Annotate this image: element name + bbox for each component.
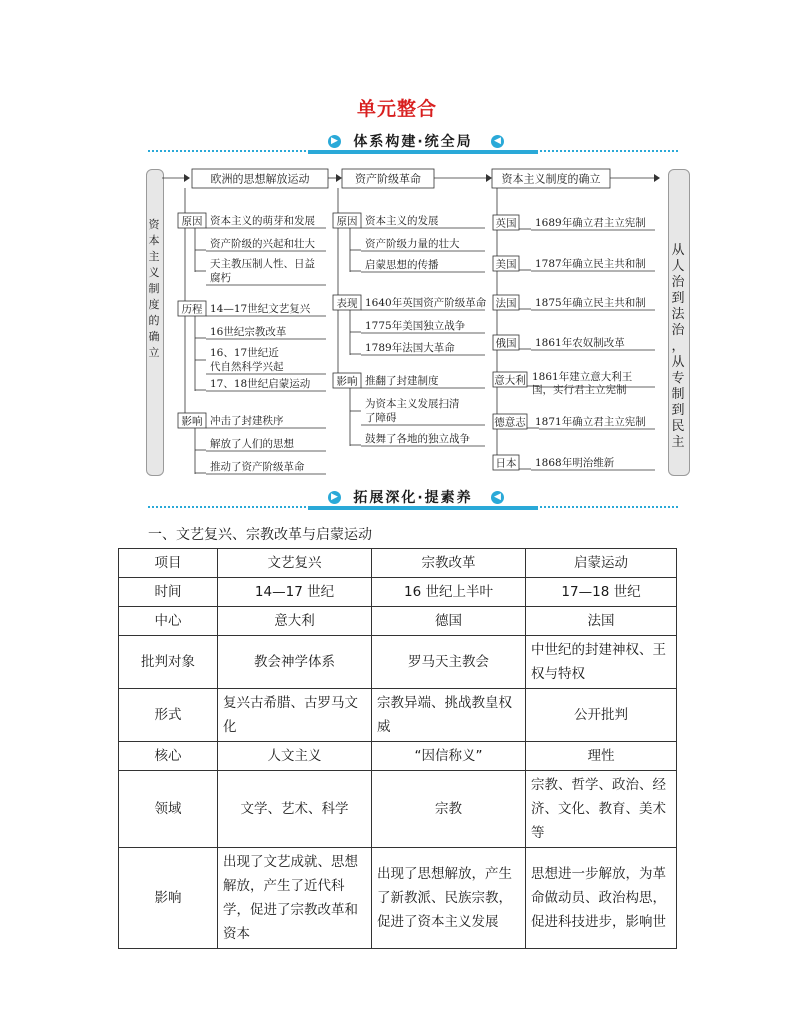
diagram-item: 17、18世纪启蒙运动 [210, 378, 311, 390]
section-heading: 一、文艺复兴、宗教改革与启蒙运动 [148, 527, 372, 543]
arrow-head [336, 174, 342, 182]
diagram-item: 冲击了封建秩序 [210, 415, 284, 427]
comparison-table [118, 548, 677, 949]
table-cell: 理性 [526, 742, 677, 771]
table-header-cell: 宗教改革 [372, 549, 526, 578]
table-row [119, 742, 677, 771]
table-row [119, 636, 677, 689]
table-cell: 出现了文艺成就、思想解放，产生了近代科学，促进了宗教改革和资本 [218, 848, 372, 949]
arrow-right-icon: ▶ [328, 491, 341, 504]
diagram-item: 天主教压制人性、日益 [210, 258, 315, 270]
table-header-cell: 启蒙运动 [526, 549, 677, 578]
diagram-item: 1787年确立民主共和制 [535, 258, 646, 270]
table-cell: 教会神学体系 [218, 636, 372, 689]
table-cell: 公开批判 [526, 689, 677, 742]
table-row [119, 689, 677, 742]
diagram-item: 推翻了封建制度 [365, 375, 439, 387]
category-tag: 影响 [336, 375, 358, 388]
category-tag: 影响 [181, 415, 203, 428]
table-row-label: 中心 [119, 607, 218, 636]
diagram-item: 资本主义的发展 [365, 215, 439, 227]
category-tag: 历程 [181, 303, 203, 316]
column-header: 资产阶级革命 [355, 172, 421, 186]
table-row [119, 771, 677, 848]
table-cell: 中世纪的封建神权、王权与特权 [526, 636, 677, 689]
diagram-item-cont: 国，实行君主立宪制 [532, 384, 627, 396]
banner-label: 体系构建·统全局 [353, 134, 473, 150]
table-cell: 德国 [372, 607, 526, 636]
table-row [119, 578, 677, 607]
arrow-right-icon: ▶ [328, 135, 341, 148]
diagram-item-cont: 了障碍 [365, 412, 397, 424]
diagram-item: 16世纪宗教改革 [210, 326, 287, 338]
table-row-label: 核心 [119, 742, 218, 771]
table-cell: 罗马天主教会 [372, 636, 526, 689]
table-cell: 文学、艺术、科学 [218, 771, 372, 848]
diagram-item: 14—17世纪文艺复兴 [210, 303, 311, 315]
diagram-item: 1789年法国大革命 [365, 342, 455, 354]
column-header: 资本主义制度的确立 [501, 172, 601, 186]
diagram-item: 为资本主义发展扫清 [365, 398, 460, 410]
diagram-item: 1689年确立君主立宪制 [535, 217, 646, 229]
category-tag: 表现 [336, 297, 358, 310]
table-cell: 14—17 世纪 [218, 578, 372, 607]
diagram-item: 1861年建立意大利王 [532, 371, 633, 383]
arrow-left-icon: ◀ [491, 135, 504, 148]
category-tag: 意大利 [494, 374, 526, 387]
table-row [119, 607, 677, 636]
table-row-label: 批判对象 [119, 636, 218, 689]
diagram-item: 1871年确立君主立宪制 [535, 416, 646, 428]
table-cell: 宗教异端、挑战教皇权威 [372, 689, 526, 742]
table-cell: “因信称义” [372, 742, 526, 771]
category-tag: 美国 [495, 258, 517, 271]
table-header-cell: 项目 [119, 549, 218, 578]
section-banner-structure [148, 132, 678, 154]
column-header: 欧洲的思想解放运动 [210, 172, 310, 186]
section-banner-extension [148, 488, 678, 510]
banner-label: 拓展深化·提素养 [353, 490, 473, 506]
left-summary-label: 资 本 主 义 制 度 的 确 立 [148, 218, 160, 359]
category-tag: 俄国 [495, 337, 517, 350]
diagram-lines [140, 165, 695, 480]
table-cell: 出现了思想解放，产生了新教派、民族宗教，促进了资本主义发展 [372, 848, 526, 949]
diagram-item: 16、17世纪近 [210, 347, 279, 359]
diagram-item: 1868年明治维新 [535, 457, 615, 469]
table-row-label: 领域 [119, 771, 218, 848]
table-cell: 16 世纪上半叶 [372, 578, 526, 607]
diagram-item: 1875年确立民主共和制 [535, 297, 646, 309]
table-cell: 宗教、哲学、政治、经济、文化、教育、美术等 [526, 771, 677, 848]
document-title: 单元整合 [356, 98, 437, 120]
category-tag: 德意志 [494, 416, 526, 429]
category-tag: 法国 [495, 297, 517, 310]
table-cell: 意大利 [218, 607, 372, 636]
right-summary-label: 从 人 治 到 法 治 ， 从 专 制 到 民 主 [671, 243, 685, 450]
table-row [119, 848, 677, 949]
table-cell: 17—18 世纪 [526, 578, 677, 607]
arrow-head [184, 174, 190, 182]
diagram-item: 1640年英国资产阶级革命 [365, 297, 487, 309]
diagram-item-cont: 代自然科学兴起 [210, 361, 284, 373]
diagram-item: 资产阶级的兴起和壮大 [210, 238, 315, 250]
diagram-item-cont: 腐朽 [210, 272, 231, 284]
diagram-item: 1775年美国独立战争 [365, 320, 466, 332]
table-row-label: 时间 [119, 578, 218, 607]
arrow-head [486, 174, 492, 182]
table-cell: 法国 [526, 607, 677, 636]
table-row-label: 形式 [119, 689, 218, 742]
table-cell: 复兴古希腊、古罗马文化 [218, 689, 372, 742]
table-cell: 宗教 [372, 771, 526, 848]
diagram-item: 资产阶级力量的壮大 [365, 238, 460, 250]
table-header-cell: 文艺复兴 [218, 549, 372, 578]
diagram-item: 解放了人们的思想 [210, 438, 294, 450]
table-cell: 人文主义 [218, 742, 372, 771]
diagram-item: 启蒙思想的传播 [365, 259, 439, 271]
arrow-left-icon: ◀ [491, 491, 504, 504]
diagram-item: 推动了资产阶级革命 [210, 461, 305, 473]
category-tag: 原因 [181, 215, 203, 228]
diagram-item: 1861年农奴制改革 [535, 337, 625, 349]
table-cell: 思想进一步解放，为革命做动员、政治构思，促进科技进步，影响世 [526, 848, 677, 949]
category-tag: 日本 [495, 457, 517, 470]
diagram-item: 鼓舞了各地的独立战争 [365, 433, 470, 445]
diagram-item: 资本主义的萌芽和发展 [210, 215, 315, 227]
category-tag: 英国 [495, 217, 517, 230]
category-tag: 原因 [336, 215, 358, 228]
arrow-head [654, 174, 660, 182]
table-header-row [119, 549, 677, 578]
table-row-label: 影响 [119, 848, 218, 949]
knowledge-structure-diagram [140, 165, 695, 480]
